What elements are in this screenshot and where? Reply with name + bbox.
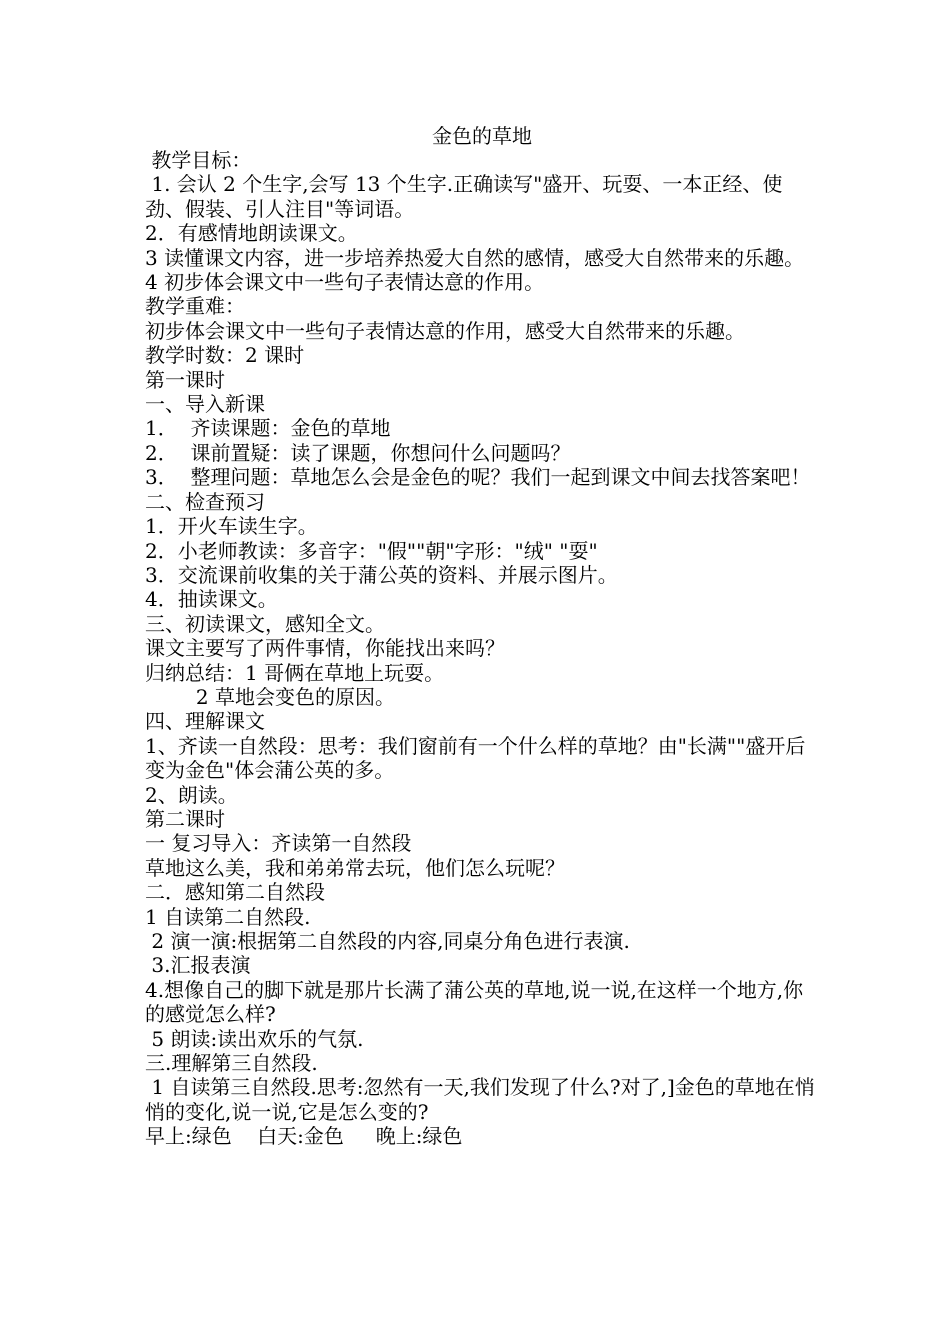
objective-2: 2．有感情地朗读课文。	[145, 221, 358, 246]
list-item: 3．交流课前收集的关于蒲公英的资料、并展示图片。	[145, 562, 618, 587]
paragraph: 课文主要写了两件事情，你能找出来吗？	[145, 636, 505, 661]
part-3-heading: 三.理解第三自然段.	[145, 1051, 318, 1076]
list-item: 1 自读第二自然段.	[145, 904, 311, 929]
objective-1: 1. 会认 2 个生字,会写 13 个生字.正确读写"盛开、玩耍、一本正经、使劲、假装、引人注目"等词语。	[145, 172, 783, 221]
paragraph: 归纳总结：1 哥俩在草地上玩耍。	[145, 660, 445, 685]
list-item: 4.想像自己的脚下就是那片长满了蒲公英的草地,说一说,在这样一个地方,你的感觉怎么样?	[145, 977, 804, 1027]
part-4-heading: 四、理解课文	[145, 709, 265, 734]
list-item: 4．抽读课文。	[145, 587, 278, 612]
list-item: 1、齐读一自然段：思考：我们窗前有一个什么样的草地？由"长满""盛开后变为金色"体会蒲公英的多。	[145, 733, 806, 783]
section-label-objectives: 教学目标：	[145, 148, 252, 172]
list-item: 2、朗读。	[145, 782, 238, 807]
part-2-heading: 二．感知第二自然段	[145, 880, 325, 905]
document-title: 金色的草地	[432, 124, 532, 148]
part-1-heading: 一、导入新课	[145, 392, 265, 417]
part-1-heading: 一 复习导入：齐读第一自然段	[145, 831, 412, 856]
part-3-heading: 三、初读课文，感知全文。	[145, 611, 385, 636]
paragraph: 草地这么美，我和弟弟常去玩，他们怎么玩呢？	[145, 855, 565, 880]
teaching-hours: 教学时数：2 课时	[145, 343, 305, 368]
list-item: 2 演一演:根据第二自然段的内容,同桌分角色进行表演.	[145, 929, 630, 953]
section-label-key-points: 教学重难：	[145, 294, 245, 319]
list-item: 3.汇报表演	[145, 953, 251, 978]
objective-4: 4 初步体会课文中一些句子表情达意的作用。	[145, 270, 545, 295]
list-item: 3． 整理问题：草地怎么会是金色的呢？我们一起到课文中间去找答案吧！	[145, 465, 811, 490]
paragraph: 早上:绿色 白天:金色 晚上:绿色	[145, 1124, 463, 1149]
key-points-text: 初步体会课文中一些句子表情达意的作用，感受大自然带来的乐趣。	[145, 318, 745, 343]
lesson-2-heading: 第二课时	[145, 806, 225, 831]
list-item: 1．开火车读生字。	[145, 514, 318, 539]
list-item: 1 自读第三自然段.思考:忽然有一天,我们发现了什么?对了,]金色的草地在悄悄的变化,说一说,它是怎么变的?	[145, 1075, 815, 1124]
objective-3: 3 读懂课文内容，进一步培养热爱大自然的感情，感受大自然带来的乐趣。	[145, 245, 805, 270]
lesson-1-heading: 第一课时	[145, 367, 225, 392]
list-item: 1． 齐读课题：金色的草地	[145, 416, 391, 441]
paragraph: 2 草地会变色的原因。	[145, 684, 395, 709]
list-item: 2． 课前置疑：读了课题，你想问什么问题吗？	[145, 440, 571, 465]
part-2-heading: 二、检查预习	[145, 489, 265, 514]
list-item: 2．小老师教读：多音字："假""朝"字形："绒" "耍"	[145, 538, 598, 563]
list-item: 5 朗读:读出欢乐的气氛.	[145, 1026, 364, 1051]
document-body	[145, 148, 815, 1149]
